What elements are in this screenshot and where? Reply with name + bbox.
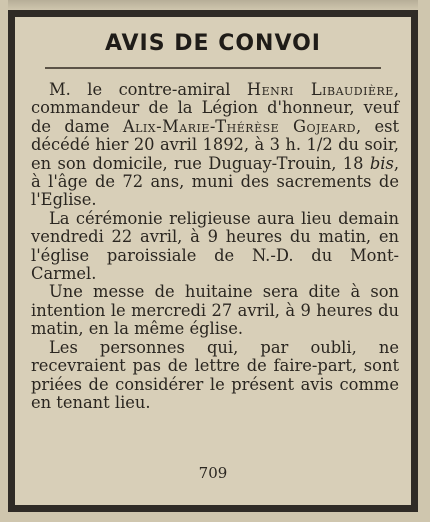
deceased-name: Henri Libaudière [246,80,394,99]
announcement-text-2: , commandeur de la Légion d'honneur, veuf de dame [31,80,399,136]
paragraph-faire-part: Les personnes qui, par oubli, ne recevraient pas de lettre de faire-part, sont priées de considérer le présent avis comme en tenant lieu. [31,337,399,412]
address-bis: bis [369,153,394,173]
paragraph-announcement [31,81,399,210]
notice-body [31,81,399,412]
notice-box [15,17,411,505]
announcement-text-1: M. le contre-amiral [49,80,247,99]
notice-title: AVIS DE CONVOI [105,31,321,56]
spouse-name: Alix-Marie-Thérèse Gojeard [122,116,356,136]
announcement-text-4: , à l'âge de 72 ans, muni des sacrements de l'Eglise. [31,153,399,210]
top-edge-smudge [8,0,418,10]
announcement-text-3: , est décédé hier 20 avril 1892, à 3 h. 1/2 du soir, en son domicile, rue Duguay-Trouin, 18 [31,116,399,173]
notice-number: 709 [198,464,228,482]
paragraph-mass: Une messe de huitaine sera dite à son intention le mercredi 27 avril, à 9 heures du matin, en la même église. [31,282,399,339]
paragraph-ceremony: La cérémonie religieuse aura lieu demain vendredi 22 avril, à 9 heures du matin, en l'église paroissiale de N.-D. du Mont-Carmel. [31,208,399,284]
title-rule [45,67,381,69]
